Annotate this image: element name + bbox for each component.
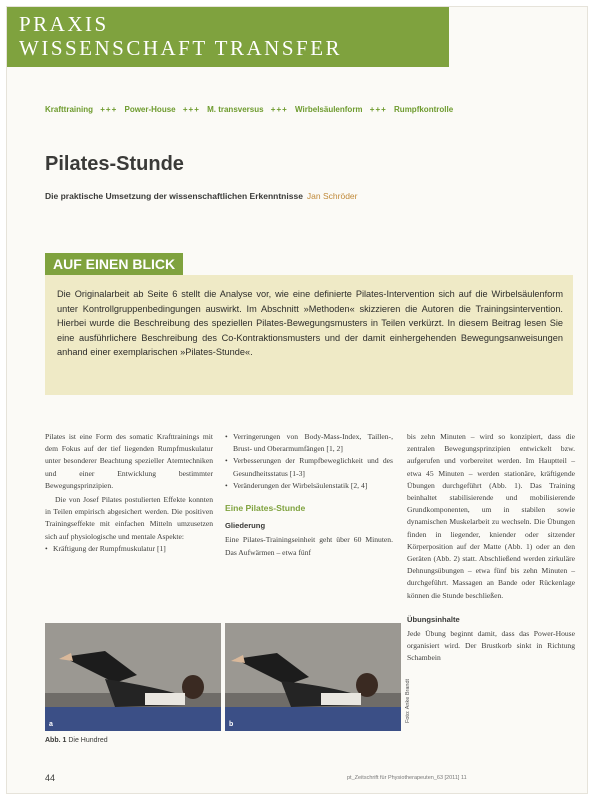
footer-slug: pt_Zeitschrift für Physiotherapeuten_63 [2011] 11: [347, 775, 467, 781]
article-title: Pilates-Stunde: [45, 153, 184, 175]
photo-hundred-b: [225, 623, 401, 731]
bullet-item: • Verringerungen von Body-Mass-Index, Taillen-, Brust- und Oberarmumfängen [1, 2]: [225, 431, 393, 455]
section-header-band: [7, 7, 449, 67]
bullet-item: • Veränderungen der Wirbelsäulenstatik [2, 4]: [225, 480, 393, 492]
caption-text: Die Hundred: [68, 737, 108, 744]
figure-photo-b: [225, 623, 401, 731]
magazine-page: [6, 6, 588, 794]
figure-caption: [45, 737, 108, 744]
keyword-separator: +++: [270, 105, 288, 114]
keyword: Wirbelsäulenform: [295, 105, 363, 114]
paragraph: Eine Pilates-Trainingseinheit geht über 60 Minuten. Das Aufwärmen – etwa fünf: [225, 535, 393, 557]
paragraph: Die von Josef Pilates postulierten Effekte konnten in Teilen empirisch abgesichert werden. Die positiven Trainingseffekte mit einfachen Mitteln umzusetzen sich auf physiologische und mentale Aspekte:: [45, 495, 213, 541]
paragraph: Pilates ist eine Form des somatic Krafttrainings mit dem Fokus auf der tief liegenden Rumpfmuskulatur unter besonderer Beachtung spezieller Atemtechniken und einer Entwicklung bestimmter Bewegungsprinzipien.: [45, 432, 213, 490]
paragraph: bis zehn Minuten – wird so konzipiert, dass die zentralen Bewegungsprinzipien entwickelt bzw. aufgerufen und vorbereitet werden. Im Hauptteil – etwa 45 Minuten – werden stationäre, kräftigende Übungen durchgeführt (Abb. 1). Das Training beinhaltet stabilisierende und mobilisierende Grundkomponenten, um in stabilen sowie dynamischen Muskelarbeit zu wechseln. Die Übungen finden in liegender, kniender oder sitzender Körperposition auf der Matte (Abb. 1) oder an den Geräten (Abb. 2) statt. Abschließend werden zirkuläre Dehnungsübungen – etwa fünf bis zehn Minuten – durchgeführt. Massagen an Bande oder Rückenlage können die Stunde beschließen.: [407, 432, 575, 600]
section-heading: Eine Pilates-Stunde: [225, 503, 306, 514]
section-header-line1: PRAXIS: [19, 12, 109, 36]
keyword: M. transversus: [207, 105, 264, 114]
bullet-list: [45, 543, 213, 555]
text-column-1: [45, 431, 213, 555]
text-column-3: [407, 431, 575, 665]
at-a-glance-box: [45, 275, 573, 395]
text-column-2: [225, 431, 393, 559]
sub-heading: Übungsinhalte: [407, 614, 460, 624]
page-number: 44: [45, 773, 56, 783]
section-header-line2: WISSENSCHAFT TRANSFER: [19, 36, 343, 60]
keyword-separator: +++: [100, 105, 118, 114]
caption-label: Abb. 1: [45, 737, 67, 744]
photo-credit: Foto: Anke Brandt: [405, 678, 411, 723]
photo-hundred-a: [45, 623, 221, 731]
bullet-item: • Verbesserungen der Rumpfbeweglichkeit und des Gesundheitsstatus [1-3]: [225, 455, 393, 479]
at-a-glance-heading: AUF EINEN BLICK: [45, 253, 183, 275]
keyword-separator: +++: [182, 105, 200, 114]
keyword-line: [45, 105, 585, 114]
keyword: Power-House: [124, 105, 176, 114]
author-name: Jan Schröder: [306, 191, 358, 201]
sub-heading: Gliederung: [225, 521, 266, 531]
bullet-item: • Kräftigung der Rumpfmuskulatur [1]: [45, 543, 213, 555]
figure-label-a: a: [49, 721, 53, 728]
keyword-separator: +++: [369, 105, 387, 114]
figure-photo-a: [45, 623, 221, 731]
article-subtitle: [45, 191, 357, 201]
keyword: Krafttraining: [45, 105, 93, 114]
at-a-glance-text: Die Originalarbeit ab Seite 6 stellt die Analyse vor, wie eine definierte Pilates-Intervention sich auf die Wirbelsäulenform unter Kontrollgruppenbedingungen auswirkt. Im Abschnitt »Methoden« skizzieren die Autoren die Trainingsintervention. Hierbei wurde die Beschreibung des speziellen Pilates-Bewegungsmusters in Teilen verkürzt. In diesem Beitrag lesen Sie eine ausführlichere Beschreibung des Co-Kontraktionsmusters und der damit einhergehenden Bewegungsanweisungen anhand einer exemplarischen »Pilates-Stunde«.: [57, 289, 563, 357]
keyword: Rumpfkontrolle: [394, 105, 454, 114]
bullet-list: [225, 431, 393, 492]
paragraph: Jede Übung beginnt damit, dass das Power-House organisiert wird. Der Brustkorb sinkt in Richtung Schambein: [407, 629, 575, 663]
figure-label-b: b: [229, 721, 234, 728]
subtitle-text: Die praktische Umsetzung der wissenschaftlichen Erkenntnisse: [45, 191, 303, 201]
